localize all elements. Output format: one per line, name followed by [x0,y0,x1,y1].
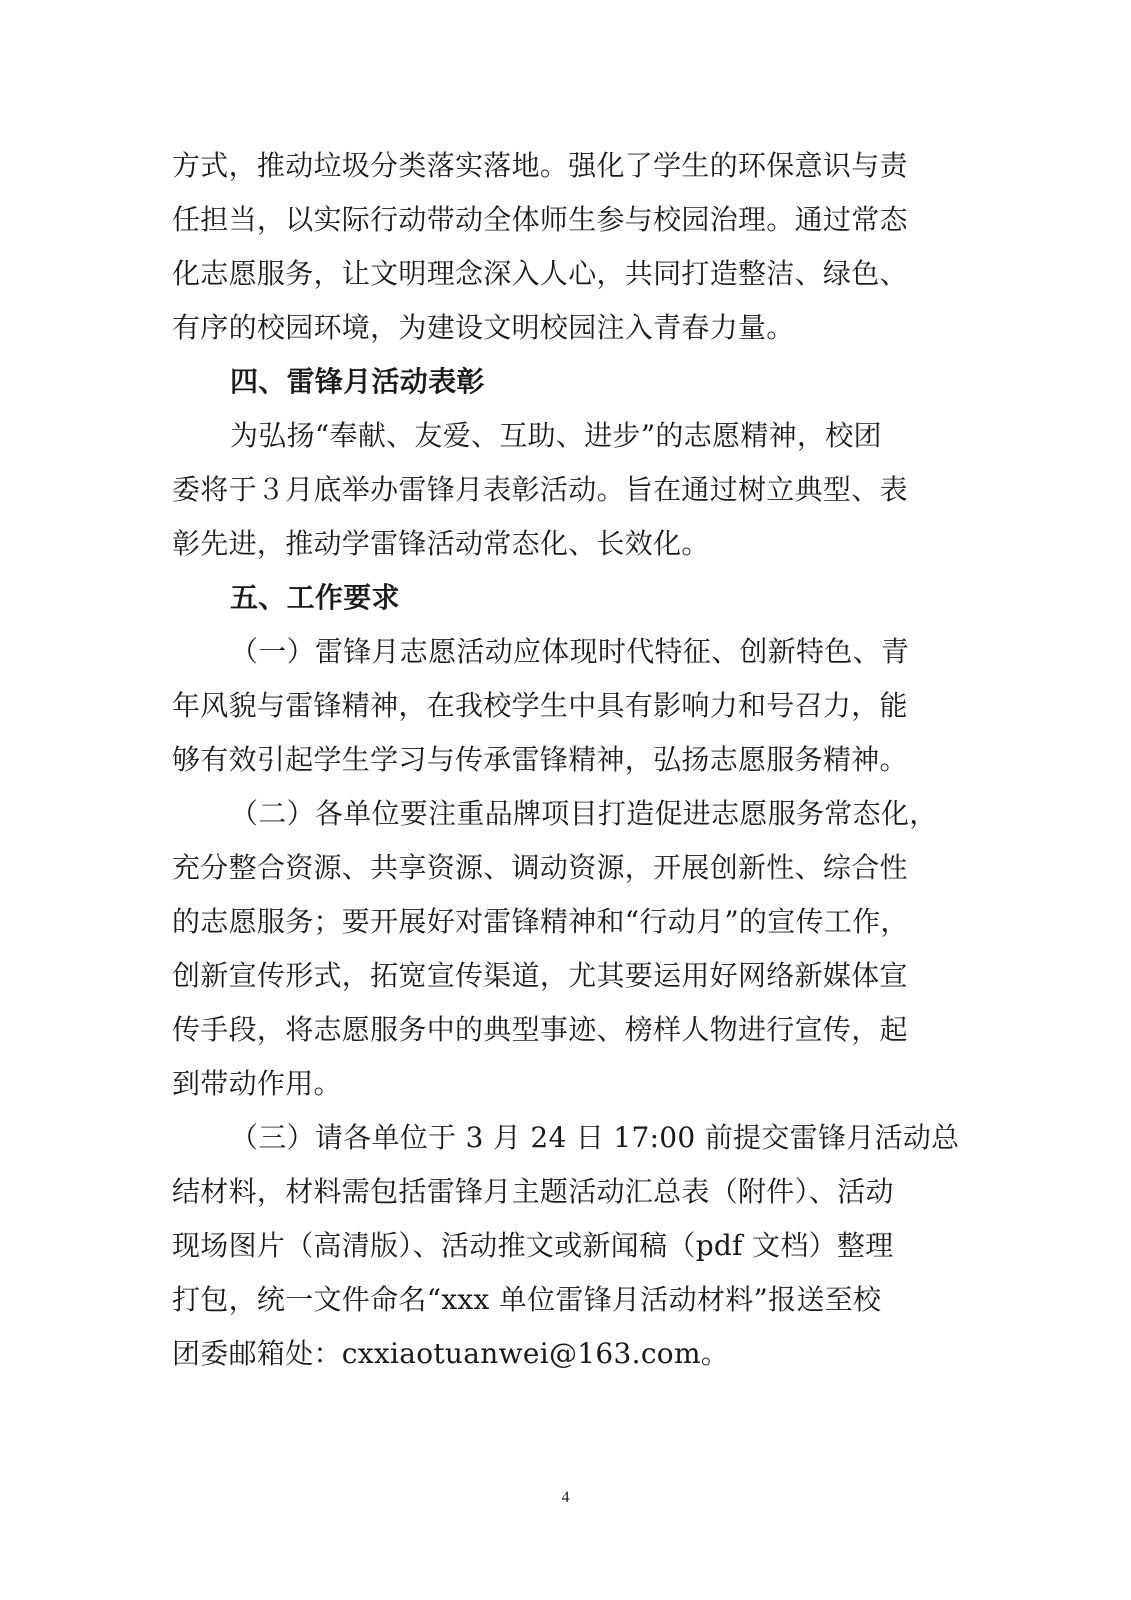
paragraph-line: 有序的校园环境，为建设文明校园注入青春力量。 [172,311,795,344]
requirement-item-3-line: 现场图片（高清版）、活动推文或新闻稿（pdf 文档）整理 [172,1229,894,1262]
section-heading-requirements: 五、工作要求 [230,581,400,614]
requirement-item-2-line: 到带动作用。 [172,1067,342,1100]
requirement-item-2-line: 创新宣传形式，拓宽宣传渠道，尤其要运用好网络新媒体宣 [172,959,908,992]
paragraph-line: 彰先进，推动学雷锋活动常态化、长效化。 [172,527,710,560]
requirement-item-2-line: 传手段，将志愿服务中的典型事迹、榜样人物进行宣传，起 [172,1013,908,1046]
requirement-item-2-line: 充分整合资源、共享资源、调动资源，开展创新性、综合性 [172,851,908,884]
page-number: 4 [561,1489,570,1506]
requirement-item-3-line: （三）请各单位于 3 月 24 日 17:00 前提交雷锋月活动总 [230,1121,960,1154]
requirement-item-3-line: 结材料，材料需包括雷锋月主题活动汇总表（附件）、活动 [172,1175,894,1208]
requirement-item-3-line: 打包，统一文件命名“xxx 单位雷锋月活动材料”报送至校 [172,1283,882,1316]
requirement-item-2-line: 的志愿服务；要开展好对雷锋精神和“行动月”的宣传工作， [172,905,909,938]
paragraph-line: 任担当，以实际行动带动全体师生参与校园治理。通过常态 [172,203,908,236]
requirement-item-1-line: 年风貌与雷锋精神，在我校学生中具有影响力和号召力，能 [172,689,908,722]
paragraph-line: 为弘扬“奉献、友爱、互助、进步”的志愿精神，校团 [230,419,882,452]
requirement-item-1-line: （一）雷锋月志愿活动应体现时代特征、创新特色、青 [230,635,910,668]
paragraph-line: 化志愿服务，让文明理念深入人心，共同打造整洁、绿色、 [172,257,908,290]
requirement-item-2-line: （二）各单位要注重品牌项目打造促进志愿服务常态化， [230,797,938,830]
paragraph-line: 方式，推动垃圾分类落实落地。强化了学生的环保意识与责 [172,149,908,182]
requirement-item-3-line: 团委邮箱处：cxxiaotuanwei@163.com。 [172,1337,730,1370]
paragraph-line: 委将于３月底举办雷锋月表彰活动。旨在通过树立典型、表 [172,473,908,506]
requirement-item-1-line: 够有效引起学生学习与传承雷锋精神，弘扬志愿服务精神。 [172,743,908,776]
section-heading-commendation: 四、雷锋月活动表彰 [230,365,485,398]
